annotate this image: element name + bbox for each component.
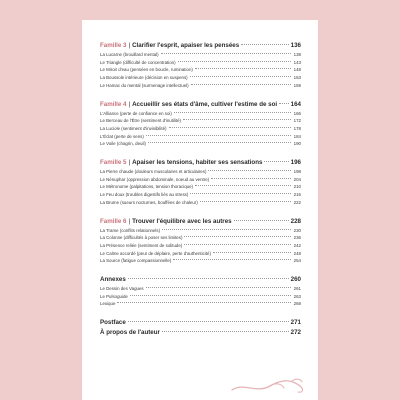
section-title: Trouver l'équilibre avec les autres: [132, 217, 232, 225]
dot-leader: [146, 135, 291, 136]
dot-leader: [148, 142, 291, 143]
dot-leader: [146, 287, 291, 288]
toc-entry: [100, 140, 301, 148]
entry-title: Le Miroir d'eau (pensées en boucle, rumination): [100, 67, 193, 73]
dot-leader: [200, 201, 291, 202]
toc-entry: [100, 110, 301, 118]
section-heading: [100, 158, 301, 168]
toc-entry: [100, 82, 301, 90]
toc-entry: [100, 125, 301, 133]
dot-leader: [184, 236, 291, 237]
entry-page-number: 138: [293, 52, 301, 57]
separator: |: [128, 42, 131, 49]
entry-title: La Boussole intérieure (décision en suspens): [100, 75, 188, 81]
separator: |: [128, 100, 131, 108]
entry-page-number: 172: [293, 118, 301, 124]
section-title: Clarifier l'esprit, apaiser les pensées: [132, 42, 240, 49]
entry-title: Le Pulsoguide: [100, 293, 128, 299]
section-page-number: 271: [290, 319, 301, 327]
toc-section-famille-4: [100, 100, 301, 149]
entry-page-number: 261: [293, 286, 301, 292]
toc-entry: [100, 257, 301, 265]
toc-entry: [100, 242, 301, 250]
dot-leader: [178, 61, 291, 62]
entry-page-number: 178: [293, 125, 301, 131]
dot-leader: [128, 321, 289, 322]
dot-leader: [279, 103, 289, 104]
entry-title: Le Triangle (difficulté de concentration): [100, 59, 176, 65]
toc-section-backmatter: [100, 318, 301, 338]
toc-entry: [100, 199, 301, 207]
table-of-contents: [100, 41, 301, 338]
section-heading: [100, 217, 301, 227]
entry-title: La Source (fatigue compassionnelle): [100, 258, 172, 264]
entry-title: Le Feu doux (troubles digestifs liés au stress): [100, 192, 189, 198]
entry-title: La Brume (sueurs nocturnes, bouffées de chaleur): [100, 199, 198, 205]
entry-page-number: 204: [293, 176, 301, 182]
decorative-swirl-icon: [230, 376, 310, 396]
section-title: Annexes: [100, 276, 126, 284]
dot-leader: [130, 295, 291, 296]
entry-page-number: 148: [293, 67, 301, 73]
toc-entry: [100, 234, 301, 242]
entry-title: La Trame (conflits relationnels): [100, 227, 161, 233]
section-page-number: 196: [290, 159, 301, 167]
entry-page-number: 268: [293, 301, 301, 307]
entry-title: La Présence reliée (sentiment de solitude): [100, 242, 183, 248]
toc-entry: [100, 117, 301, 125]
dot-leader: [211, 178, 291, 179]
entry-page-number: 242: [293, 242, 301, 248]
separator: |: [128, 159, 131, 167]
entry-title: La Colonne (difficultés à poser ses limites): [100, 235, 183, 241]
toc-entry: [100, 133, 301, 141]
entry-title: Le Dessin des Vagues: [100, 286, 144, 292]
family-label: Famille 5: [100, 159, 127, 167]
dot-leader: [213, 252, 291, 253]
entry-page-number: 143: [293, 59, 301, 65]
entry-title: Le Hamac du mental (surmenage intellectuel): [100, 82, 189, 88]
toc-entry: [100, 74, 301, 82]
entry-title: Le Berceau de l'Être (sentiment d'inutilité): [100, 118, 181, 124]
entry-title: Lexique: [100, 301, 116, 307]
entry-title: Le Voile (chagrin, deuil): [100, 141, 146, 147]
postface-heading: [100, 318, 301, 328]
toc-section-famille-5: [100, 158, 301, 207]
dot-leader: [241, 44, 289, 45]
toc-entry: [100, 293, 301, 301]
toc-entry: [100, 250, 301, 258]
dot-leader: [190, 193, 291, 194]
book-page: [82, 20, 318, 400]
toc-entry: [100, 51, 301, 59]
toc-entry: [100, 191, 301, 199]
toc-entry: [100, 183, 301, 191]
dot-leader: [161, 53, 291, 54]
dot-leader: [190, 76, 291, 77]
entry-page-number: 263: [293, 293, 301, 299]
entry-page-number: 198: [293, 169, 301, 175]
dot-leader: [264, 161, 288, 162]
dot-leader: [208, 170, 291, 171]
toc-section-annexes: [100, 275, 301, 308]
section-title: À propos de l'auteur: [100, 329, 160, 337]
entry-title: La Luciole (sentiment d'invisibilité): [100, 125, 167, 131]
dot-leader: [117, 302, 291, 303]
section-title: Apaiser les tensions, habiter ses sensations: [132, 159, 263, 167]
toc-entry: [100, 59, 301, 67]
entry-page-number: 230: [293, 227, 301, 233]
entry-title: Le Nénuphar (oppression abdominale, noeud au ventre): [100, 176, 210, 182]
toc-entry: [100, 285, 301, 293]
toc-entry: [100, 227, 301, 235]
entry-page-number: 254: [293, 258, 301, 264]
section-page-number: 260: [290, 276, 301, 284]
entry-title: Le Métronome (palpitations, tension thoracique): [100, 184, 193, 190]
dot-leader: [195, 185, 291, 186]
toc-section-famille-3: [100, 41, 301, 90]
dot-leader: [184, 244, 291, 245]
dot-leader: [195, 68, 291, 69]
section-title: Postface: [100, 319, 126, 327]
dot-leader: [191, 84, 291, 85]
family-label: Famille 6: [100, 217, 127, 225]
entry-title: Le Calme accordé (peur de déplaire, perte d'authenticité): [100, 250, 211, 256]
dot-leader: [128, 278, 289, 279]
dot-leader: [169, 127, 292, 128]
entry-page-number: 153: [293, 75, 301, 81]
section-heading: [100, 41, 301, 51]
entry-page-number: 248: [293, 250, 301, 256]
entry-page-number: 216: [293, 192, 301, 198]
section-page-number: 272: [290, 329, 301, 337]
dot-leader: [173, 259, 291, 260]
toc-entry: [100, 66, 301, 74]
section-page-number: 164: [290, 100, 301, 108]
section-title: Accueillir ses états d'âme, cultiver l'estime de soi: [132, 100, 278, 108]
dot-leader: [162, 229, 291, 230]
separator: |: [128, 217, 131, 225]
dot-leader: [183, 119, 291, 120]
toc-entry: [100, 300, 301, 308]
section-heading: [100, 100, 301, 110]
entry-page-number: 210: [293, 184, 301, 190]
dot-leader: [234, 220, 289, 221]
entry-page-number: 184: [293, 133, 301, 139]
about-author-heading: [100, 328, 301, 338]
entry-page-number: 236: [293, 235, 301, 241]
section-page-number: 228: [290, 217, 301, 225]
family-label: Famille 4: [100, 100, 127, 108]
entry-title: La Lucarne (brouillard mental): [100, 52, 159, 57]
dot-leader: [162, 331, 289, 332]
toc-entry: [100, 176, 301, 184]
toc-entry: [100, 168, 301, 176]
entry-title: L'Éclat (perte de sens): [100, 133, 144, 139]
family-label: Famille 3: [100, 42, 127, 49]
entry-title: L'Alliance (perte de confiance en soi): [100, 110, 172, 116]
entry-title: La Pierre chaude (douleurs musculaires et articulaires): [100, 169, 207, 175]
entry-page-number: 166: [293, 110, 301, 116]
section-heading: [100, 275, 301, 285]
dot-leader: [174, 112, 291, 113]
toc-section-famille-6: [100, 217, 301, 266]
entry-page-number: 190: [293, 141, 301, 147]
entry-page-number: 159: [293, 82, 301, 88]
entry-page-number: 222: [293, 199, 301, 205]
section-page-number: 136: [290, 42, 301, 49]
